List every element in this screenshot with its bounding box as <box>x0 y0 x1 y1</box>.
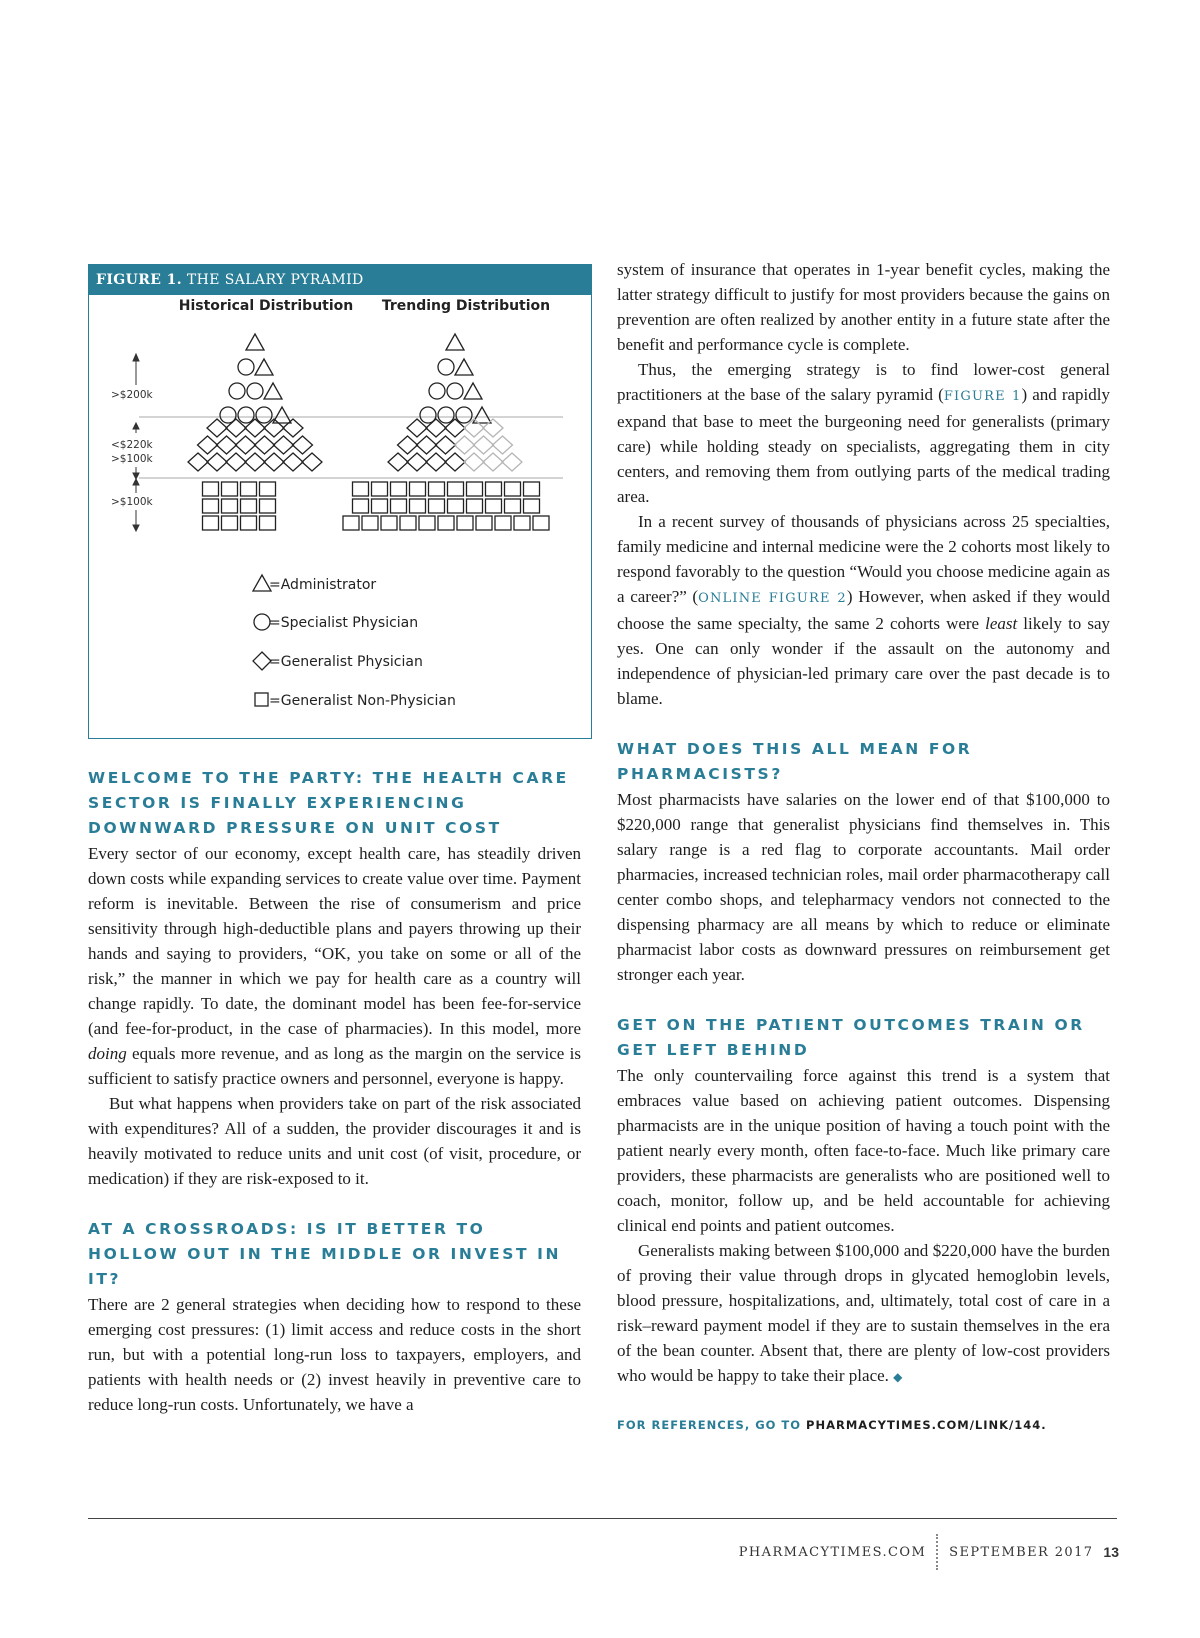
square-icon <box>260 516 276 530</box>
square-icon <box>514 516 530 530</box>
diamond-icon <box>236 436 256 454</box>
diamond-icon <box>255 436 275 454</box>
online-figure-reference[interactable]: ONLINE FIGURE 2 <box>698 591 847 606</box>
diamond-icon <box>302 453 322 471</box>
square-icon <box>476 516 492 530</box>
diamond-icon <box>264 453 284 471</box>
square-icon <box>438 516 454 530</box>
square-icon <box>222 482 238 496</box>
circle-icon <box>229 383 245 399</box>
square-icon <box>467 482 483 496</box>
triangle-icon <box>264 383 282 399</box>
diamond-icon <box>283 419 303 437</box>
figure-header <box>89 265 591 295</box>
legend-administrator: =Administrator <box>269 577 377 593</box>
triangle-icon <box>446 334 464 350</box>
paragraph: system of insurance that operates in 1-year benefit cycles, making the latter strategy difficult to justify for most providers because the gains on prevention are often realized by another entity in a future state after the benefit and performance cycle is complete. <box>617 260 1110 354</box>
diamond-icon <box>398 436 418 454</box>
diamond-icon <box>207 453 227 471</box>
square-icon <box>203 499 219 513</box>
diamond-icon <box>483 419 503 437</box>
square-icon <box>362 516 378 530</box>
square-icon <box>495 516 511 530</box>
square-icon <box>203 482 219 496</box>
diamond-icon <box>283 453 303 471</box>
diamond-icon <box>293 436 313 454</box>
square-icon <box>524 482 540 496</box>
square-icon <box>222 499 238 513</box>
legend-generalist: =Generalist Physician <box>269 654 423 670</box>
figure-title: THE SALARY PYRAMID <box>186 272 364 288</box>
diamond-icon <box>226 419 246 437</box>
square-icon <box>343 516 359 530</box>
square-icon <box>381 516 397 530</box>
triangle-icon <box>464 383 482 399</box>
left-column <box>88 766 581 1417</box>
circle-icon <box>447 383 463 399</box>
square-icon <box>400 516 416 530</box>
footer-date: SEPTEMBER 2017 <box>949 1544 1094 1560</box>
diamond-icon <box>464 453 484 471</box>
triangle-icon <box>255 359 273 375</box>
diamond-icon <box>245 419 265 437</box>
triangle-icon <box>455 359 473 375</box>
heading-welcome: WELCOME TO THE PARTY: THE HEALTH CARE SECTOR IS FINALLY EXPERIENCING DOWNWARD PRESSURE ON UNIT COST <box>88 769 569 837</box>
circle-icon <box>238 359 254 375</box>
circle-icon <box>256 407 272 423</box>
square-icon <box>241 499 257 513</box>
legend-non-physician: =Generalist Non-Physician <box>269 693 456 709</box>
diamond-icon <box>217 436 237 454</box>
diamond-icon <box>445 419 465 437</box>
paragraph: Thus, the emerging strategy is to find lower-cost general practitioners at the base of the salary pyramid (FIGURE 1) and rapidly expand that base to meet the burgeoning need for generalists (primary care) while holding steady on specialists, aggregating them in city centers, and removing them from outlying parts of the medical trading area. <box>617 360 1111 506</box>
square-icon <box>419 516 435 530</box>
paragraph: Every sector of our economy, except health care, has steadily driven down costs while expanding services to create value over time. Payment reform is inevitable. Between the rise of consumerism and price sensitivity through high-deductible plans and payers throwing up their hands and saying to providers, “OK, you take on some or all of the risk,” the manner in which we pay for health care as a country will change rapidly. To date, the dominant model has been fee-for-service (and fee-for-product, in the case of pharmacies). In this model, more doing equals more revenue, and as long as the margin on the service is sufficient to satisfy practice owners and personnel, everyone is happy. <box>88 844 581 1088</box>
pyramid-shapes <box>188 334 549 530</box>
square-icon <box>255 693 268 706</box>
square-icon <box>486 482 502 496</box>
figure-reference[interactable]: FIGURE 1 <box>943 389 1022 404</box>
diamond-icon <box>274 436 294 454</box>
right-column <box>617 257 1110 1390</box>
paragraph: In a recent survey of thousands of physicians across 25 specialties, family medicine and internal medicine were the 2 cohorts most likely to respond favorably to the question “Would you choose medicine again as a career?” (ONLINE FIGURE 2) However, when asked if they would choose the same specialty, the same 2 cohorts were least likely to say yes. One can only wonder if the assault on the autonomy and independence of physician-led primary care over the past decade is to blame. <box>617 512 1110 708</box>
paragraph: There are 2 general strategies when deciding how to respond to these emerging cost pressures: (1) limit access and reduce costs in the short run, but with a potential long-run loss to taxpayers, employers, and patients with health needs or (2) invest heavily in preventive care to reduce long-run costs. Unfortunately, we have a <box>88 1295 581 1414</box>
square-icon <box>467 499 483 513</box>
square-icon <box>429 482 445 496</box>
square-icon <box>505 482 521 496</box>
diamond-icon <box>493 436 513 454</box>
diamond-icon <box>426 453 446 471</box>
tier-label-top: >$200k <box>111 389 153 401</box>
diamond-icon <box>455 436 475 454</box>
diamond-icon <box>417 436 437 454</box>
diamond-icon <box>388 453 408 471</box>
page-number: 13 <box>1103 1544 1119 1560</box>
heading-crossroads: AT A CROSSROADS: IS IT BETTER TO HOLLOW OUT IN THE MIDDLE OR INVEST IN IT? <box>88 1220 562 1288</box>
square-icon <box>391 482 407 496</box>
square-icon <box>203 516 219 530</box>
diamond-icon <box>436 436 456 454</box>
end-diamond-icon: ◆ <box>893 1370 903 1384</box>
square-icon <box>448 482 464 496</box>
diamond-icon <box>483 453 503 471</box>
tier-label-mid-upper: <$220k <box>111 439 153 451</box>
square-icon <box>448 499 464 513</box>
diamond-icon <box>245 453 265 471</box>
square-icon <box>353 482 369 496</box>
square-icon <box>260 499 276 513</box>
square-icon <box>486 499 502 513</box>
historical-title: Historical Distribution <box>178 298 354 314</box>
diamond-icon <box>474 436 494 454</box>
square-icon <box>241 482 257 496</box>
diamond-icon <box>502 453 522 471</box>
square-icon <box>505 499 521 513</box>
square-icon <box>222 516 238 530</box>
square-icon <box>241 516 257 530</box>
footer-separator <box>936 1534 939 1570</box>
circle-icon <box>438 407 454 423</box>
paragraph: Most pharmacists have salaries on the lower end of that $100,000 to $220,000 range that generalist physicians find themselves in. This salary range is a red flag to corporate accountants. Mail order pharmacies, increased technician roles, mail order pharmacotherapy call center combo shops, and telepharmacy vendors not connected to the dispensing pharmacy are all means by which to reduce or eliminate pharmacist labor costs as downward pressures on reimbursement get stronger each year. <box>617 790 1110 984</box>
diamond-icon <box>226 453 246 471</box>
page-footer <box>739 1534 1119 1570</box>
pyramid-diagram <box>89 295 591 738</box>
triangle-icon <box>246 334 264 350</box>
diamond-icon <box>188 453 208 471</box>
square-icon <box>410 482 426 496</box>
diamond-icon <box>426 419 446 437</box>
circle-icon <box>456 407 472 423</box>
circle-icon <box>254 614 270 630</box>
square-icon <box>429 499 445 513</box>
square-icon <box>391 499 407 513</box>
references-note: FOR REFERENCES, GO TO PHARMACYTIMES.COM/LINK/144. <box>617 1418 1047 1432</box>
figure-label: FIGURE 1. <box>96 272 183 288</box>
circle-icon <box>429 383 445 399</box>
figure-salary-pyramid <box>88 264 592 739</box>
diamond-icon <box>407 453 427 471</box>
square-icon <box>353 499 369 513</box>
paragraph: But what happens when providers take on part of the risk associated with expenditures? All of a sudden, the provider discourages it and is heavily motivated to reduce units and unit cost (of visit, procedure, or medication) if they are risk-exposed to it. <box>88 1094 581 1188</box>
heading-outcomes: GET ON THE PATIENT OUTCOMES TRAIN OR GET LEFT BEHIND <box>617 1016 1085 1059</box>
tier-label-mid-lower: >$100k <box>111 453 153 465</box>
square-icon <box>524 499 540 513</box>
circle-icon <box>438 359 454 375</box>
square-icon <box>457 516 473 530</box>
heading-pharmacists: WHAT DOES THIS ALL MEAN FOR PHARMACISTS? <box>617 740 973 783</box>
circle-icon <box>238 407 254 423</box>
square-icon <box>372 482 388 496</box>
square-icon <box>533 516 549 530</box>
paragraph: Generalists making between $100,000 and $220,000 have the burden of proving their value through drops in glycated hemoglobin levels, blood pressure, hospitalizations, and, ultimately, total cost of care in a risk–reward payment model if they are to sustain themselves in the era of the bean counter. Absent that, there are plenty of low-cost providers who would be happy to take their place. ◆ <box>617 1241 1110 1385</box>
square-icon <box>372 499 388 513</box>
footer-site: PHARMACYTIMES.COM <box>738 1544 927 1560</box>
circle-icon <box>247 383 263 399</box>
diamond-icon <box>198 436 218 454</box>
paragraph: The only countervailing force against this trend is a system that embraces value based on achieving patient outcomes. Dispensing pharmacists are in the unique position of having a touch point with the patient nearly every month, often face-to-face. Much like primary care providers, these pharmacists are generalists who are positioned well to coach, monitor, follow up, and be held accountable for achieving clinical end points and patient outcomes. <box>617 1066 1110 1235</box>
footer-rule <box>88 1518 1117 1519</box>
diamond-icon <box>445 453 465 471</box>
references-link[interactable]: PHARMACYTIMES.COM/LINK/144 <box>806 1418 1042 1432</box>
legend-specialist: =Specialist Physician <box>269 615 419 631</box>
square-icon <box>260 482 276 496</box>
square-icon <box>410 499 426 513</box>
trending-title: Trending Distribution <box>381 298 551 314</box>
tier-label-base: >$100k <box>111 496 153 508</box>
